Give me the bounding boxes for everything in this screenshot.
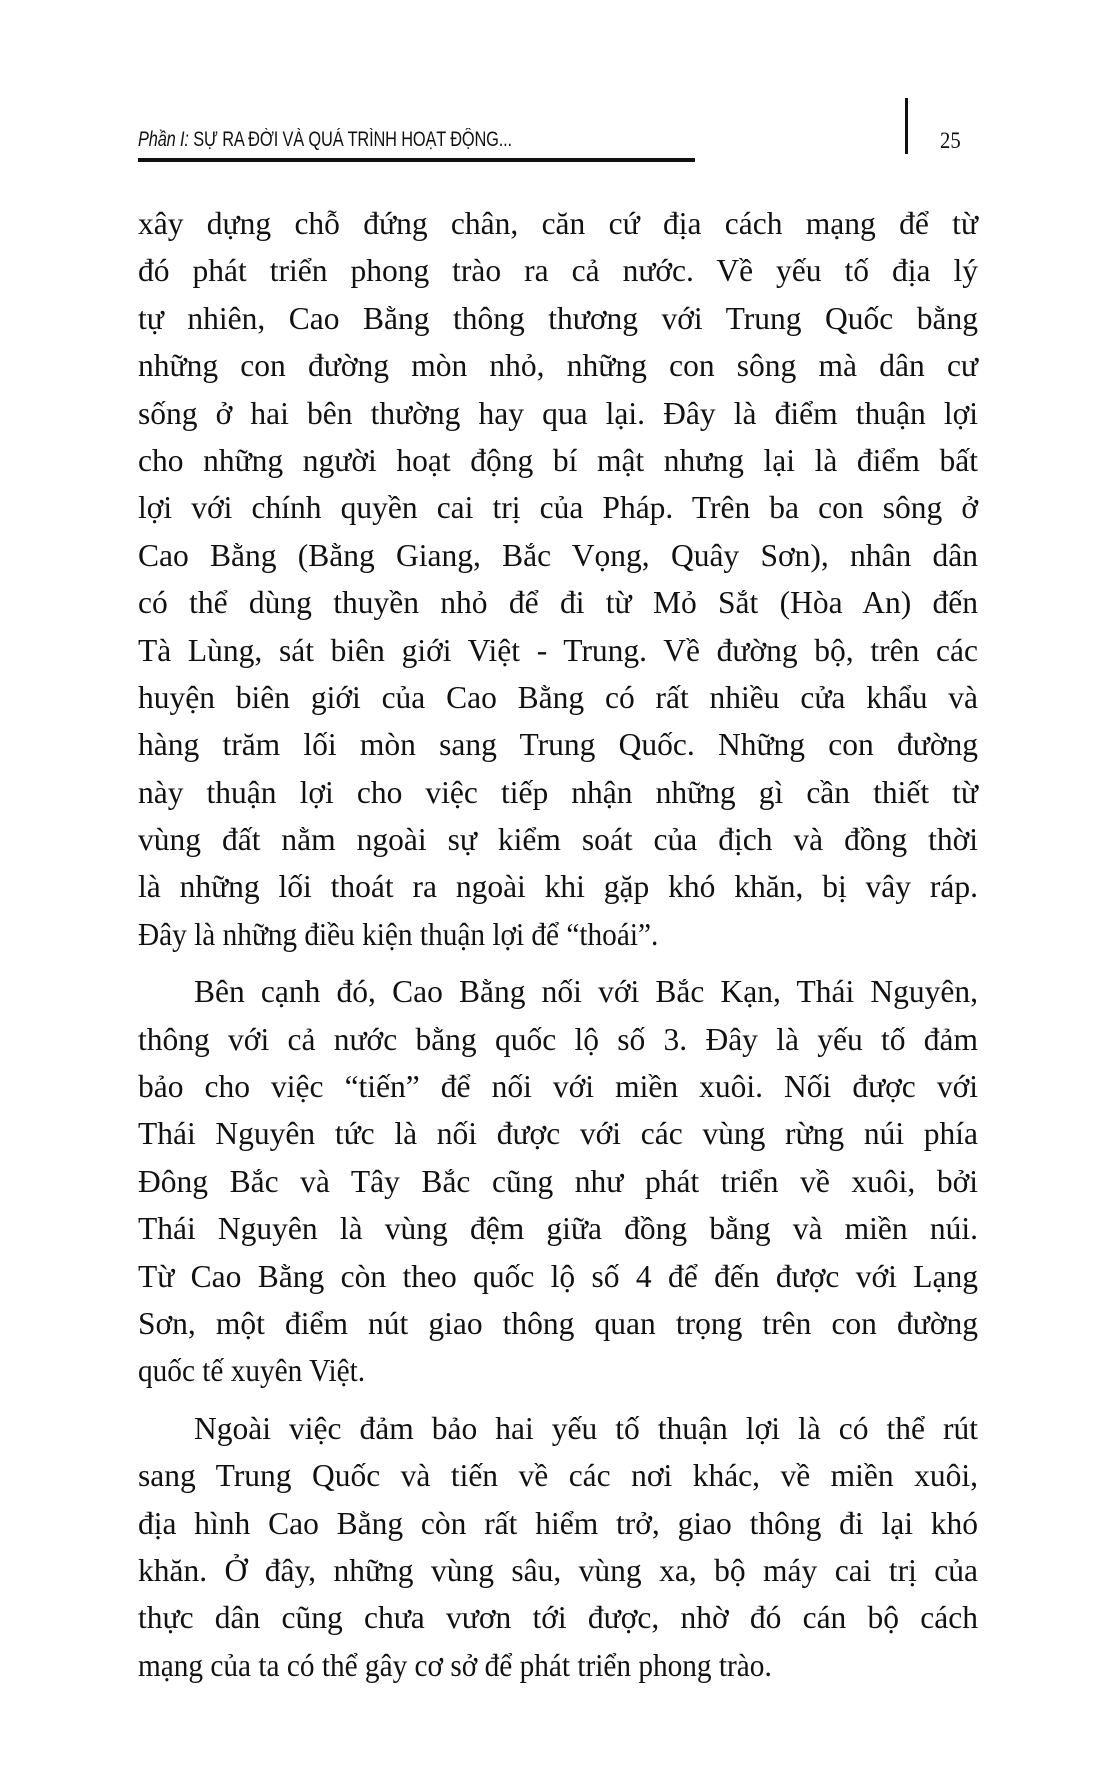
text-line: địa hình Cao Bằng còn rất hiểm trở, giao thông đi lại khó [138,1505,978,1541]
text-line: vùng đất nằm ngoài sự kiểm soát của địch và đồng thời [138,822,978,858]
text-line: thông với cả nước bằng quốc lộ số 3. Đây là yếu tố đảm [138,1021,978,1057]
text-line: mạng của ta có thể gây cơ sở để phát triển phong trào. [138,1647,772,1683]
text-line: hàng trăm lối mòn sang Trung Quốc. Những con đường [138,727,978,763]
header-title [138,128,512,152]
text-line: Thái Nguyên tức là nối được với các vùng rừng núi phía [138,1116,978,1152]
text-line: là những lối thoát ra ngoài khi gặp khó khăn, bị vây ráp. [138,869,978,905]
text-line: Cao Bằng (Bằng Giang, Bắc Vọng, Quây Sơn), nhân dân [138,537,978,573]
text-line: Từ Cao Bằng còn theo quốc lộ số 4 để đến được với Lạng [138,1258,978,1294]
text-line: Tà Lùng, sát biên giới Việt - Trung. Về đường bộ, trên các [138,632,978,668]
text-line: sống ở hai bên thường hay qua lại. Đây là điểm thuận lợi [138,395,978,431]
text-line: Ngoài việc đảm bảo hai yếu tố thuận lợi là có thể rút [194,1410,978,1446]
paragraph [138,1405,978,1689]
text-line: sang Trung Quốc và tiến về các nơi khác, về miền xuôi, [138,1458,978,1494]
text-line: huyện biên giới của Cao Bằng có rất nhiều cửa khẩu và [138,679,978,715]
text-line: đó phát triển phong trào ra cả nước. Về yếu tố địa lý [138,253,978,289]
text-line: này thuận lợi cho việc tiếp nhận những gì cần thiết từ [138,774,978,810]
text-line: Sơn, một điểm nút giao thông quan trọng trên con đường [138,1305,978,1341]
text-line: xây dựng chỗ đứng chân, căn cứ địa cách mạng để từ [138,206,978,241]
text-line: Đây là những điều kiện thuận lợi để “thoái”. [138,916,659,952]
paragraph [138,200,978,958]
text-line: tự nhiên, Cao Bằng thông thương với Trung Quốc bằng [138,300,978,336]
text-line: có thể dùng thuyền nhỏ để đi từ Mỏ Sắt (Hòa An) đến [138,585,978,621]
text-line: Bên cạnh đó, Cao Bằng nối với Bắc Kạn, Thái Nguyên, [194,974,978,1010]
text-line: Thái Nguyên là vùng đệm giữa đồng bằng và miền núi. [138,1211,978,1247]
header-part-label: Phần I: [138,128,189,151]
text-line: Đông Bắc và Tây Bắc cũng như phát triển về xuôi, bởi [138,1163,978,1199]
text-line: cho những người hoạt động bí mật nhưng lại là điểm bất [138,442,978,478]
text-line: thực dân cũng chưa vươn tới được, nhờ đó cán bộ cách [138,1600,978,1636]
text-line: bảo cho việc “tiến” để nối với miền xuôi. Nối được với [138,1069,978,1105]
header-underline-rule [138,158,695,162]
text-line: quốc tế xuyên Việt. [138,1353,366,1389]
body-text [138,200,978,1689]
text-line: lợi với chính quyền cai trị của Pháp. Trên ba con sông ở [138,490,978,526]
text-line: những con đường mòn nhỏ, những con sông mà dân cư [138,348,978,384]
paragraph [138,968,978,1395]
header-vertical-divider [905,98,908,154]
text-line: khăn. Ở đây, những vùng sâu, vùng xa, bộ máy cai trị của [138,1552,978,1588]
header-chapter-title: SỰ RA ĐỜI VÀ QUÁ TRÌNH HOẠT ĐỘNG... [193,128,512,151]
page-number: 25 [940,128,961,153]
